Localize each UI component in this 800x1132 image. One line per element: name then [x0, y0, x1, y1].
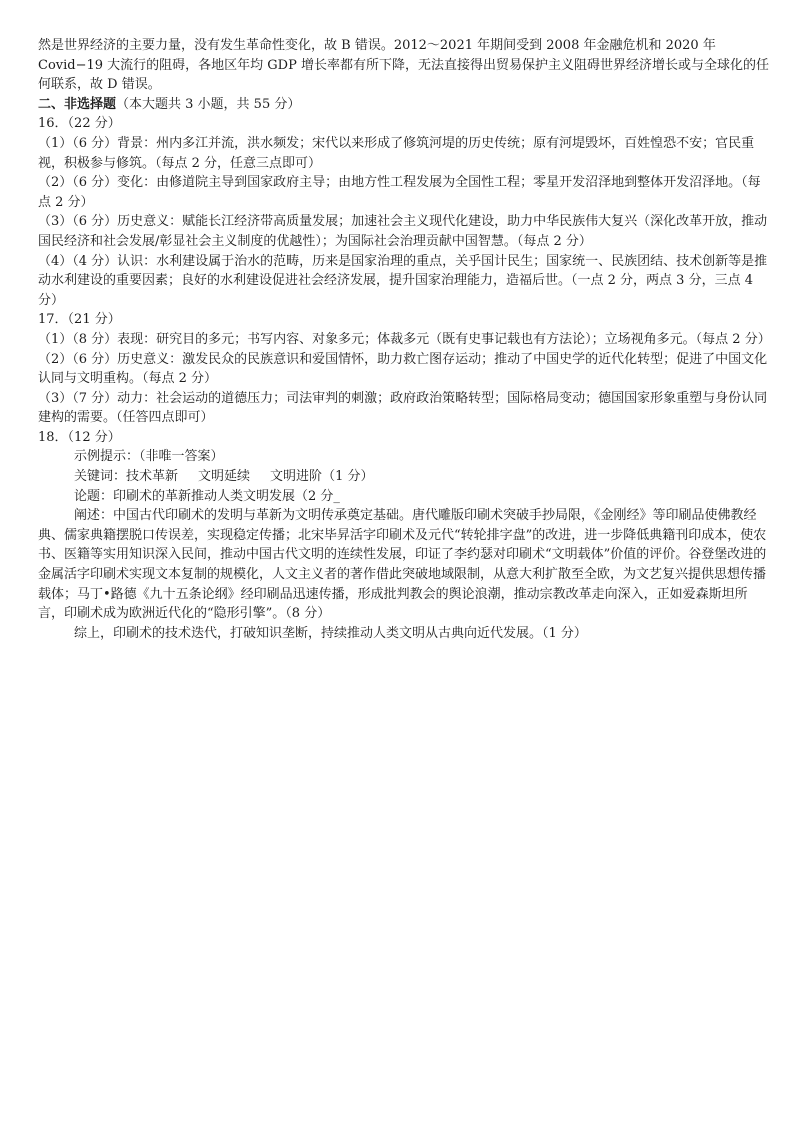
keywords-line — [38, 467, 770, 487]
keyword-3: 文明进阶 — [270, 469, 323, 485]
question-17-header: 17．（21 分） — [38, 312, 121, 328]
question-16 — [38, 114, 770, 310]
elaboration-paragraph: 阐述：中国古代印刷术的发明与革新为文明传承奠定基础。唐代雕版印刷术突破手抄局限，《金刚经》等印刷品使佛教经典、儒家典籍摆脱口传误差，实现稳定传播；北宋毕昇活字印刷术及元代“转轮排字盘”的改进，进一步降低典籍刊印成本，使农书、医籍等实用知识深入民间，推动中国古代文明的连续性发展，印证了李约瑟对印刷术“文明载体”价值的评价。谷登堡改进的金属活字印刷术实现文本复制的规模化，人文主义者的著作借此突破地域限制，从意大利扩散至全欧，为文艺复兴提供思想传播载体；马丁•路德《九十五条论纲》经印刷品迅速传播，形成批判教会的舆论浪潮，推动宗教改革走向深入，正如爱森斯坦所言，印刷术成为欧洲近代化的“隐形引擎”。（8 分） — [38, 508, 767, 622]
conclusion-paragraph: 综上，印刷术的技术迭代，打破知识垄断，持续推动人类文明从古典向近代发展。（1 分） — [74, 625, 587, 641]
section-note: （本大题共 3 小题，共 55 分） — [116, 96, 301, 112]
question-17-item-2: （2）（6 分）历史意义：激发民众的民族意识和爱国情怀，助力救亡图存运动；推动了中国史学的近代化转型；促进了中国文化认同与文明重构。（每点 2 分） — [38, 351, 768, 387]
section-heading — [38, 95, 770, 115]
example-hint: 示例提示：（非唯一答案） — [74, 449, 224, 465]
intro-paragraph: 然是世界经济的主要力量，没有发生革命性变化，故 B 错误。2012～2021 年期间受到 2008 年金融危机和 2020 年 Covid−19 大流行的阻碍，各地区年均 GDP 增长率都有所下降，无法直接得出贸易保护主义阻碍世界经济增长或与全球化的任何联系，故 D 错误。 — [38, 38, 769, 93]
question-16-item-1: （1）（6 分）背景：州内多江并流，洪水频发；宋代以来形成了修筑河堤的历史传统；原有河堤毁坏，百姓惶恐不安；官民重视，积极参与修筑。（每点 2 分，任意三点即可） — [38, 135, 755, 171]
section-title: 二、非选择题 — [38, 96, 117, 112]
question-18-header: 18．（12 分） — [38, 429, 121, 445]
keyword-2: 文明延续 — [198, 469, 251, 485]
question-17-item-3: （3）（7 分）动力：社会运动的道德压力；司法审判的刺激；政府政治策略转型；国际格局变动；德国国家形象重塑与身份认同建构的需要。（任答四点即可） — [38, 390, 768, 426]
question-16-item-4: （4）（4 分）认识：水利建设属于治水的范畴，历来是国家治理的重点，关乎国计民生；国家统一、民族团结、技术创新等是推动水利建设的重要因素；良好的水利建设促进社会经济发展，提升国家治理能力，造福后世。（一点 2 分，两点 3 分，三点 4 分） — [38, 253, 768, 308]
keywords-label: 关键词： — [74, 469, 127, 485]
question-17 — [38, 310, 770, 428]
thesis-line: 论题：印刷术的革新推动人类文明发展（2 分_ — [74, 488, 340, 504]
question-17-item-1: （1）（8 分）表现：研究目的多元；书写内容、对象多元；体裁多元（既有史事记载也有方法论）；立场视角多元。（每点 2 分） — [38, 331, 771, 347]
question-16-item-2: （2）（6 分）变化：由修道院主导到国家政府主导；由地方性工程发展为全国性工程；零星开发沼泽地到整体开发沼泽地。（每点 2 分） — [38, 175, 761, 210]
answer-page — [38, 36, 770, 643]
keyword-1: 技术革新 — [126, 469, 179, 485]
question-16-item-3: （3）（6 分）历史意义：赋能长江经济带高质量发展；加速社会主义现代化建设，助力中华民族伟大复兴（深化改革开放，推动国民经济和社会发展/彰显社会主义制度的优越性）；为国际社会治理贡献中国智慧。（每点 2 分） — [38, 214, 768, 249]
keywords-score: （1 分） — [322, 469, 374, 485]
question-18 — [38, 428, 770, 644]
question-16-header: 16．（22 分） — [38, 116, 121, 132]
